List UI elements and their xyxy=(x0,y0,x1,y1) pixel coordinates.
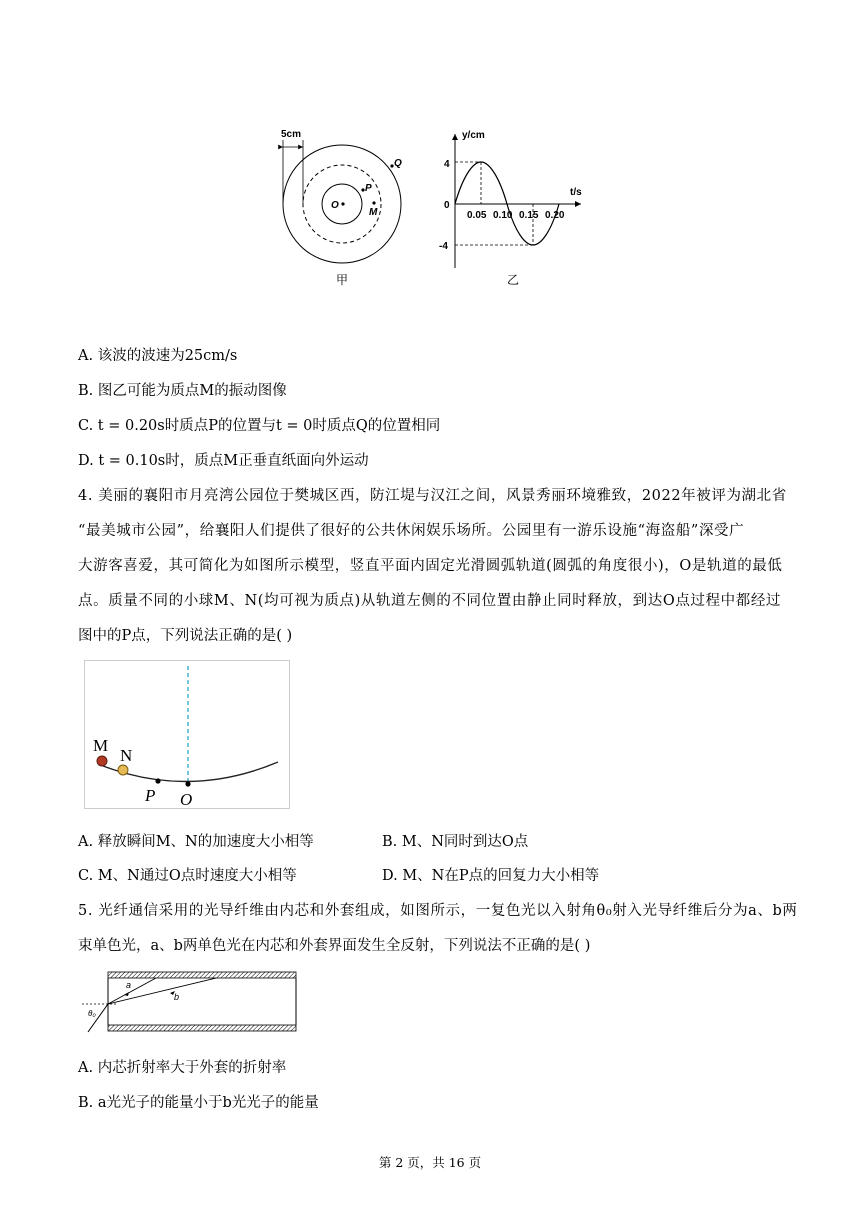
xtick-0.20: 0.20 xyxy=(545,210,565,221)
xlabel: t/s xyxy=(570,187,582,198)
page-footer: 第 2 页，共 16 页 xyxy=(378,1155,482,1170)
xtick-0.15: 0.15 xyxy=(519,210,539,221)
xtick-0.05: 0.05 xyxy=(467,210,487,221)
ytick-neg4: -4 xyxy=(439,241,448,252)
q4-stem-line-1: 4. 美丽的襄阳市月亮湾公园位于樊城区西，防江堤与汉江之间，风景秀丽环境雅致，2022年被评为湖北省 xyxy=(78,488,787,504)
q3-option-a[interactable]: A. 该波的波速为25cm/s xyxy=(78,348,238,364)
scale-label: 5cm xyxy=(281,129,302,140)
ylabel: y/cm xyxy=(462,130,485,141)
wave-figures xyxy=(270,122,590,292)
q5-option-a[interactable]: A. 内芯折射率大于外套的折射率 xyxy=(78,1060,287,1076)
q3-option-d[interactable]: D. t = 0.10s时，质点M正垂直纸面向外运动 xyxy=(78,453,369,469)
point-P xyxy=(155,778,160,783)
label-theta: θ₀ xyxy=(88,1009,96,1018)
ball-M xyxy=(97,756,107,766)
q4-option-d[interactable]: D. M、N在P点的回复力大小相等 xyxy=(382,868,600,884)
label-b: b xyxy=(174,992,180,1002)
q4-stem-line-2: “最美城市公园”，给襄阳人们提供了很好的公共休闲娱乐场所。公园里有一游乐设施“海盗船”深受广 xyxy=(78,523,745,539)
ytick-0: 0 xyxy=(444,200,450,211)
ray-b xyxy=(108,978,216,1004)
q4-option-c[interactable]: C. M、N通过O点时速度大小相等 xyxy=(78,868,297,884)
q4-option-a[interactable]: A. 释放瞬间M、N的加速度大小相等 xyxy=(78,834,314,850)
q4-stem-line-5: 图中的P点，下列说法正确的是( ) xyxy=(78,628,293,644)
label-P: P xyxy=(365,183,372,194)
label-P: P xyxy=(145,786,156,805)
q5-stem-line-1: 5. 光纤通信采用的光导纤维由内芯和外套组成，如图所示，一复色光以入射角θ₀射入光导纤维后分为a、b两 xyxy=(78,903,798,919)
label-O: O xyxy=(331,200,339,211)
figure-jia xyxy=(281,129,402,287)
xtick-0.10: 0.10 xyxy=(493,210,513,221)
figure-yi xyxy=(439,130,582,287)
point-O xyxy=(185,781,190,786)
q3-option-b[interactable]: B. 图乙可能为质点M的振动图像 xyxy=(78,383,287,399)
label-M: M xyxy=(93,736,109,755)
fiber-bottom-cladding xyxy=(108,1025,296,1031)
caption-jia: 甲 xyxy=(336,273,349,287)
ytick-4: 4 xyxy=(444,159,450,170)
ray-a xyxy=(108,978,156,1004)
optical-fiber-figure xyxy=(80,970,300,1040)
label-Q: Q xyxy=(394,158,402,169)
q4-stem-line-4: 点。质量不同的小球M、N(均可视为质点)从轨道左侧的不同位置由静止同时释放，到达O点过程中都经过 xyxy=(78,593,782,609)
q3-option-c[interactable]: C. t = 0.20s时质点P的位置与t = 0时质点Q的位置相同 xyxy=(78,418,441,434)
fiber-top-cladding xyxy=(108,972,296,978)
label-O: O xyxy=(180,790,193,809)
label-M: M xyxy=(369,207,378,218)
q5-option-b[interactable]: B. a光光子的能量小于b光光子的能量 xyxy=(78,1095,319,1111)
q4-option-b[interactable]: B. M、N同时到达O点 xyxy=(382,834,529,850)
ball-N xyxy=(118,765,128,775)
caption-yi: 乙 xyxy=(507,273,520,287)
q4-stem-line-3: 大游客喜爱，其可简化为如图所示模型，竖直平面内固定光滑圆弧轨道(圆弧的角度很小)，O是轨道的最低 xyxy=(78,558,783,574)
pendulum-track-figure xyxy=(84,660,292,810)
label-N: N xyxy=(120,746,133,765)
q5-stem-line-2: 束单色光，a、b两单色光在内芯和外套界面发生全反射，下列说法不正确的是( ) xyxy=(78,938,591,954)
label-a: a xyxy=(126,980,132,990)
